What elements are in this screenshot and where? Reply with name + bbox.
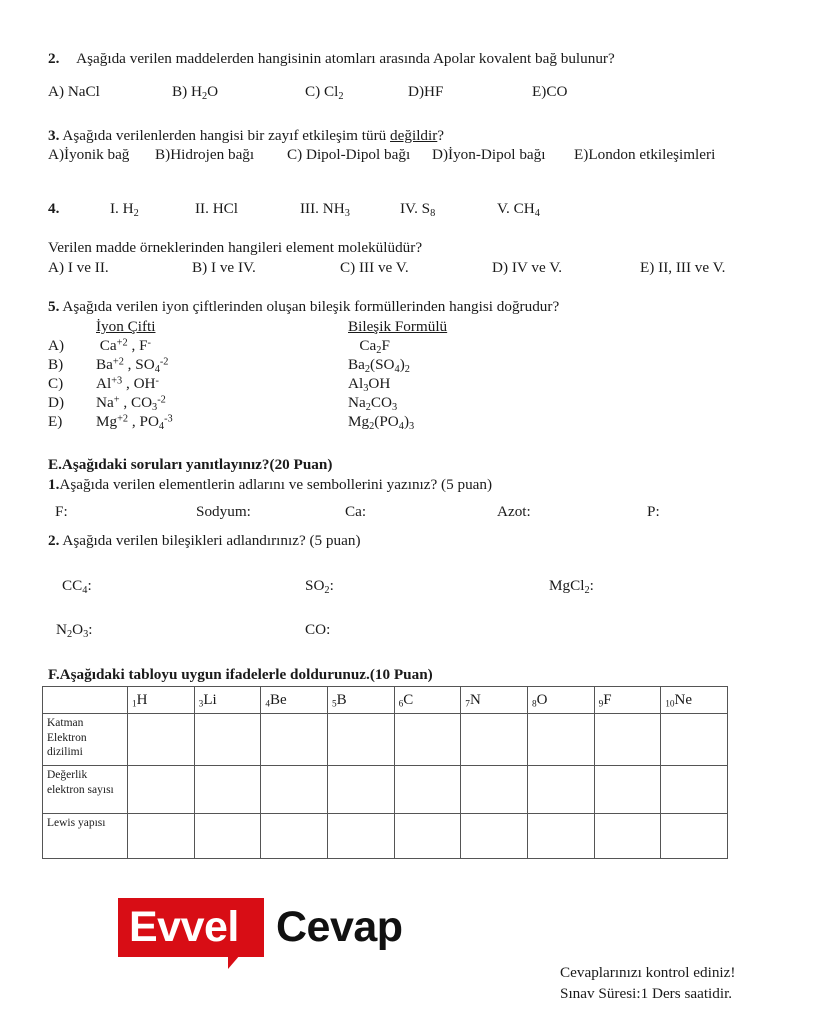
table-col-ne: $_{10}$Ne <box>661 687 728 714</box>
table-col-f: $_9$F <box>594 687 661 714</box>
table-cell[interactable] <box>194 814 261 859</box>
table-cell[interactable] <box>394 766 461 814</box>
table-cell[interactable] <box>327 714 394 766</box>
section-e-sub1-text: Aşağıda verilen elementlerin adlarını ve sembollerini yazınız? (5 puan) <box>59 476 493 493</box>
element-slot-f[interactable]: F: <box>55 503 68 520</box>
table-cell[interactable] <box>661 814 728 859</box>
table-row-label-lewis: Lewis yapısı <box>43 814 128 859</box>
question-5-row-a[interactable] <box>48 337 548 356</box>
table-cell[interactable] <box>594 714 661 766</box>
footer-line-2: Sınav Süresi:1 Ders saatidir. <box>560 985 733 1002</box>
question-5-letter-e: E) <box>48 413 63 430</box>
question-2-text: Aşağıda verilen maddelerden hangisinin atomları arasında Apolar kovalent bağ bulunur? <box>76 50 615 67</box>
question-3-option-a[interactable]: A)İyonik bağ <box>48 146 130 163</box>
question-5-text: Aşağıda verilen iyon çiftlerinden oluşan bileşik formüllerinden hangisi doğrudur? <box>59 298 560 315</box>
question-2-option-b[interactable]: B) $H_2O$ <box>172 83 219 102</box>
question-5-formula-e: $Mg_2(PO_4)_3$ <box>348 413 415 432</box>
question-4-number: 4. <box>48 200 60 217</box>
table-cell[interactable] <box>194 714 261 766</box>
question-3-option-e[interactable]: E)London etkileşimleri <box>574 146 716 163</box>
table-cell[interactable] <box>527 766 594 814</box>
logo-bubble-tail <box>228 955 264 969</box>
question-4-item-5: V. $CH_4$ <box>497 200 540 219</box>
table-col-be: $_4$Be <box>261 687 328 714</box>
question-5-number: 5. <box>48 298 60 315</box>
question-2-option-d[interactable]: D)HF <box>408 83 444 100</box>
question-4-option-b[interactable]: B) I ve IV. <box>192 259 256 276</box>
question-4-stem: Verilen madde örneklerinden hangileri element molekülüdür? <box>48 239 423 256</box>
question-5-ionpair-c: $Al^{+3}$ , OH- <box>96 375 159 392</box>
question-4-item-1: I. $H_2$ <box>110 200 139 219</box>
table-cell[interactable] <box>261 766 328 814</box>
question-2-option-c[interactable]: C) $Cl_2$ <box>305 83 344 102</box>
table-cell[interactable] <box>661 766 728 814</box>
question-5-ionpair-e: $Mg^{+2}$ , $PO_4^{-3}$ <box>96 413 173 432</box>
question-5-table <box>48 318 548 432</box>
question-5-header-row <box>48 318 548 337</box>
question-4-item-4: IV. $S_8$ <box>400 200 436 219</box>
table-col-n: $_7$N <box>461 687 528 714</box>
table-cell[interactable] <box>394 814 461 859</box>
section-e-sub2-text: Aşağıda verilen bileşikleri adlandırınız? (5 puan) <box>59 532 361 549</box>
question-2-number: 2. <box>48 50 60 67</box>
question-3-text-after: ? <box>437 127 445 144</box>
question-5-header-formula: Bileşik Formülü <box>348 318 448 335</box>
element-slot-ca[interactable]: Ca: <box>345 503 367 520</box>
section-e-heading: E.Aşağıdaki soruları yanıtlayınız?(20 Puan) <box>48 456 333 473</box>
question-5-ionpair-a: $Ca^{+2}$ , F- <box>96 337 151 354</box>
table-cell[interactable] <box>327 766 394 814</box>
table-col-b: $_5$B <box>327 687 394 714</box>
electron-configuration-table <box>42 686 728 859</box>
table-corner-cell <box>43 687 128 714</box>
question-5-letter-d: D) <box>48 394 65 411</box>
logo-word-evvel: Evvel <box>129 903 239 951</box>
table-cell[interactable] <box>594 814 661 859</box>
question-2-option-a[interactable]: A) NaCl <box>48 83 100 100</box>
question-5-letter-b: B) <box>48 356 64 373</box>
question-3-stem <box>48 127 444 145</box>
table-cell[interactable] <box>461 766 528 814</box>
question-2-stem <box>48 50 615 68</box>
table-cell[interactable] <box>661 714 728 766</box>
compound-slot-so2[interactable]: $SO_2$: <box>305 577 334 596</box>
table-col-c: $_6$C <box>394 687 461 714</box>
table-row <box>43 714 728 766</box>
question-5-formula-c: $Al_3OH$ <box>348 375 391 394</box>
table-cell[interactable] <box>594 766 661 814</box>
question-5-ionpair-b: $Ba^{+2}$ , $SO_4^{-2}$ <box>96 356 169 375</box>
table-cell[interactable] <box>394 714 461 766</box>
footer-line-1: Cevaplarınızı kontrol ediniz! <box>560 964 736 981</box>
question-4-option-e[interactable]: E) II, III ve V. <box>640 259 726 276</box>
table-row-label-degerlik: Değerlik elektron sayısı <box>43 766 128 814</box>
table-cell[interactable] <box>128 714 195 766</box>
question-5-formula-d: $Na_2CO_3$ <box>348 394 398 413</box>
table-cell[interactable] <box>527 714 594 766</box>
logo-word-cevap: Cevap <box>276 903 403 951</box>
question-5-formula-a: $Ca_2F$ <box>348 337 390 356</box>
element-slot-azot[interactable]: Azot: <box>497 503 531 520</box>
question-5-formula-b: $Ba_2(SO_4)_2$ <box>348 356 410 375</box>
question-5-row-c[interactable] <box>48 375 548 394</box>
question-5-row-e[interactable] <box>48 413 548 432</box>
section-e-sub1 <box>48 476 492 494</box>
compound-slot-ccl4[interactable]: $CC_4$: <box>62 577 92 596</box>
table-row-label-katman: Katman Elektron dizilimi <box>43 714 128 766</box>
table-cell[interactable] <box>261 814 328 859</box>
question-3-number: 3. <box>48 127 60 144</box>
question-3-option-b[interactable]: B)Hidrojen bağı <box>155 146 255 163</box>
compound-slot-mgcl2[interactable]: MgCl$_2$: <box>549 577 594 596</box>
question-5-row-b[interactable] <box>48 356 548 375</box>
table-col-li: $_3$Li <box>194 687 261 714</box>
question-5-letter-c: C) <box>48 375 64 392</box>
table-col-o: $_8$O <box>527 687 594 714</box>
question-4-option-a[interactable]: A) I ve II. <box>48 259 109 276</box>
element-slot-p[interactable]: P: <box>647 503 660 520</box>
question-5-stem <box>48 298 559 316</box>
compound-slot-n2o3[interactable]: $N_2O_3$: <box>56 621 93 640</box>
question-3-option-c[interactable]: C) Dipol-Dipol bağı <box>287 146 411 163</box>
table-header-row <box>43 687 728 714</box>
question-4-option-c[interactable]: C) III ve V. <box>340 259 409 276</box>
table-cell[interactable] <box>261 714 328 766</box>
question-5-letter-a: A) <box>48 337 65 354</box>
question-2-option-e[interactable]: E)CO <box>532 83 568 100</box>
table-cell[interactable] <box>194 766 261 814</box>
question-4-option-d[interactable]: D) IV ve V. <box>492 259 563 276</box>
question-3-text-underlined: değildir <box>390 127 438 144</box>
evvel-cevap-logo <box>118 898 428 973</box>
section-e-sub2-number: 2. <box>48 532 60 549</box>
table-cell[interactable] <box>128 814 195 859</box>
compound-slot-co[interactable]: CO: <box>305 621 331 638</box>
table-row <box>43 766 728 814</box>
question-4-item-2: II. HCl <box>195 200 239 217</box>
table-cell[interactable] <box>527 814 594 859</box>
table-cell[interactable] <box>327 814 394 859</box>
table-cell[interactable] <box>128 766 195 814</box>
question-5-header-ion-pair: İyon Çifti <box>96 318 156 335</box>
table-cell[interactable] <box>461 814 528 859</box>
question-3-option-d[interactable]: D)İyon-Dipol bağı <box>432 146 546 163</box>
question-3-text-before: Aşağıda verilenlerden hangisi bir zayıf etkileşim türü <box>59 127 391 144</box>
section-f-heading: F.Aşağıdaki tabloyu uygun ifadelerle doldurunuz.(10 Puan) <box>48 666 433 683</box>
question-5-row-d[interactable] <box>48 394 548 413</box>
question-5-ionpair-d: Na+ , $CO_3^{-2}$ <box>96 394 166 413</box>
table-col-h: $_1$H <box>128 687 195 714</box>
table-row <box>43 814 728 859</box>
section-e-sub2 <box>48 532 361 550</box>
section-e-sub1-number: 1. <box>48 476 60 493</box>
question-4-item-3: III. $NH_3$ <box>300 200 350 219</box>
table-cell[interactable] <box>461 714 528 766</box>
element-slot-sodyum[interactable]: Sodyum: <box>196 503 251 520</box>
footer-notes <box>560 962 735 1004</box>
